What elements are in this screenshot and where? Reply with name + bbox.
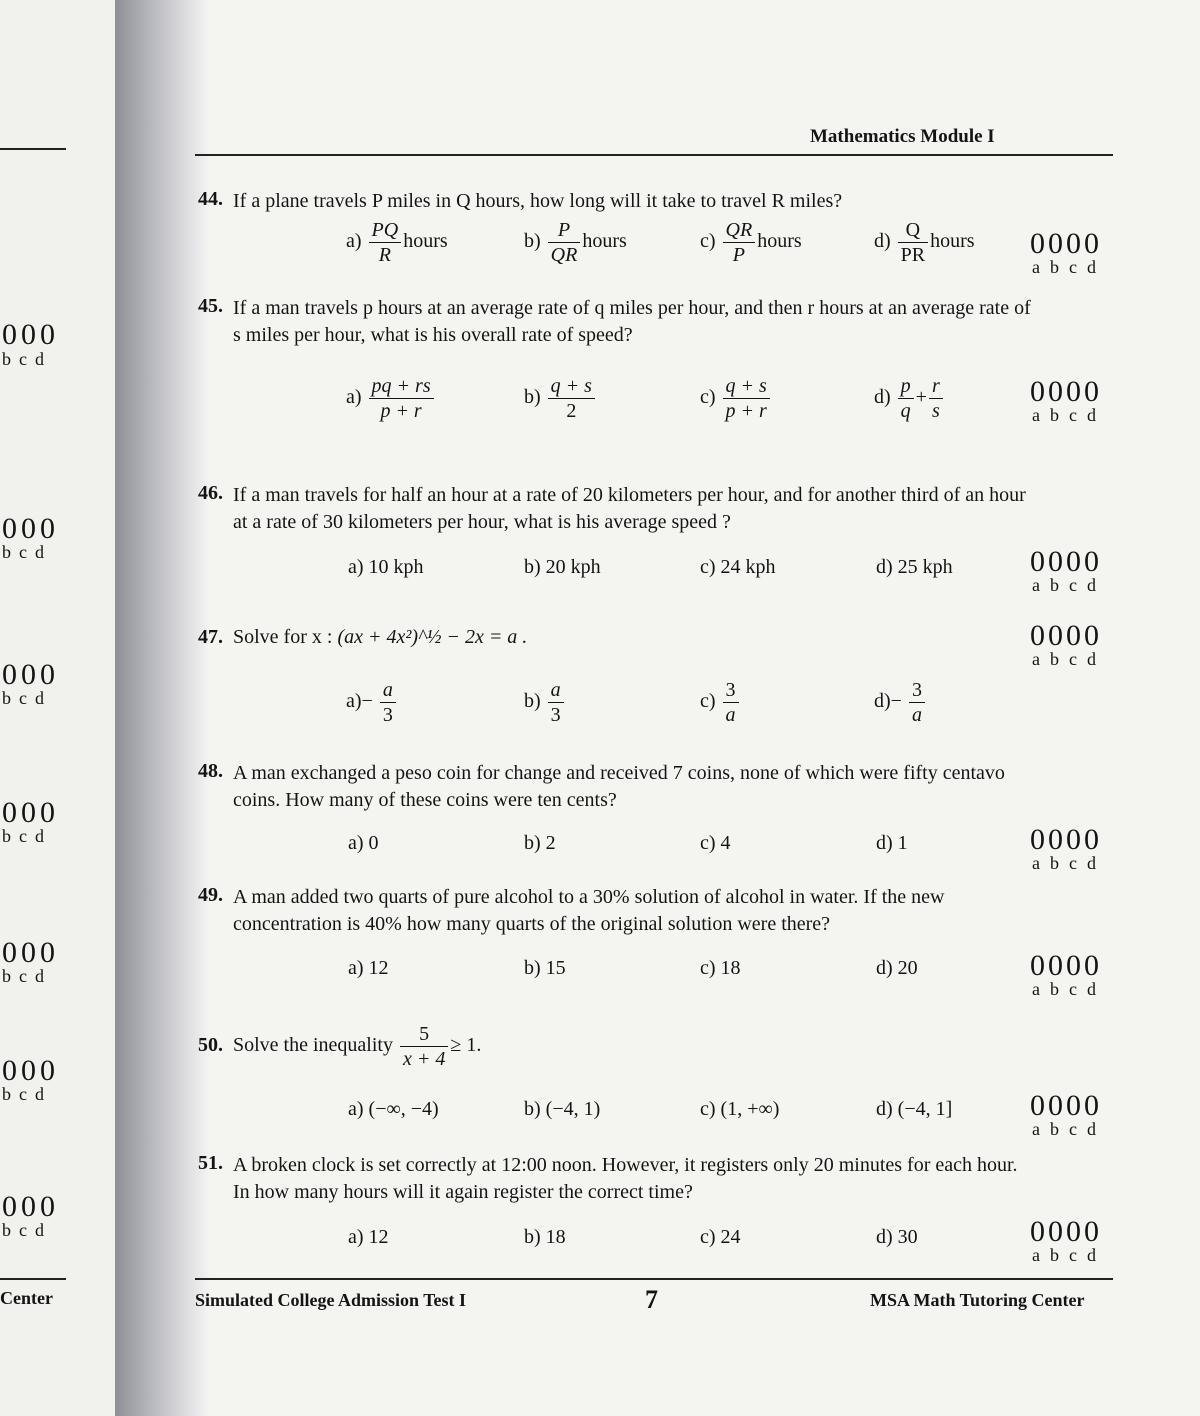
fraction: [380, 678, 396, 727]
option-b[interactable]: [524, 374, 597, 423]
answer-bubbles[interactable]: [1026, 823, 1106, 873]
option-b[interactable]: b) 15: [524, 957, 566, 979]
question-prefix: Solve for x :: [233, 626, 333, 648]
question-number: 50.: [198, 1034, 223, 1056]
numerator: QR: [723, 218, 756, 243]
numerator: q + s: [723, 374, 770, 399]
option-a[interactable]: a) (−∞, −4): [348, 1098, 439, 1120]
answer-bubbles[interactable]: [1026, 949, 1106, 999]
unit: hours: [403, 230, 448, 253]
option-b[interactable]: b) 18: [524, 1226, 566, 1248]
question-number: 44.: [198, 188, 223, 210]
inequality-rhs: ≥ 1.: [450, 1034, 482, 1057]
denominator: x + 4: [402, 1048, 446, 1070]
denominator: p + r: [380, 400, 422, 422]
bubble-letters: abcd: [1032, 575, 1106, 595]
option-a[interactable]: [346, 678, 398, 727]
left-bubble-row: 000: [2, 318, 59, 351]
left-page-fragment: [0, 0, 120, 1416]
module-title: Mathematics Module I: [810, 126, 995, 147]
option-d[interactable]: d) 20: [876, 957, 918, 979]
option-c[interactable]: c) 24: [700, 1226, 741, 1248]
fraction: [898, 374, 914, 423]
fraction: [723, 218, 756, 267]
left-bubble-row: 000: [2, 936, 59, 969]
left-bubble-row: 000: [2, 658, 59, 691]
option-d[interactable]: [874, 218, 975, 267]
book-gutter-shadow: [115, 0, 210, 1416]
left-bubble-row: 000: [2, 796, 59, 829]
footer-test-name: Simulated College Admission Test I: [195, 1290, 467, 1310]
bubble-letters: abcd: [1032, 405, 1106, 425]
option-d[interactable]: [874, 374, 945, 423]
option-b[interactable]: b) 20 kph: [524, 556, 601, 578]
option-a[interactable]: a) 10 kph: [348, 556, 424, 578]
option-label: d): [874, 386, 891, 409]
bubble-letters: abcd: [1032, 853, 1106, 873]
bubble-letters: abcd: [1032, 1245, 1106, 1265]
option-c[interactable]: c) 4: [700, 832, 731, 854]
numerator: p: [898, 374, 914, 399]
option-b[interactable]: b) 2: [524, 832, 556, 854]
numerator: r: [929, 374, 943, 399]
numerator: 3: [723, 678, 739, 703]
numerator: 5: [400, 1022, 448, 1047]
option-a[interactable]: [346, 218, 448, 267]
option-c[interactable]: c) 24 kph: [700, 556, 776, 578]
option-c[interactable]: [700, 678, 741, 727]
denominator: 3: [382, 704, 393, 726]
bubble-letters: abcd: [1032, 257, 1106, 277]
question-text: A man exchanged a peso coin for change and received 7 coins, none of which were fifty centavo coins. How many of these coins were ten cents?: [233, 762, 1005, 811]
fraction: [909, 678, 925, 727]
denominator: QR: [550, 244, 578, 266]
fraction: [369, 374, 434, 423]
denominator: p + r: [725, 400, 767, 422]
minus-sign: −: [890, 690, 902, 713]
fraction: [723, 678, 739, 727]
left-bubble-letters: bcd: [2, 966, 52, 986]
question-text: If a man travels p hours at an average rate of q miles per hour, and then r hours at an average rate of s miles per hour, what is his overall rate of speed?: [233, 297, 1031, 346]
left-bubble-letters: bcd: [2, 1220, 52, 1240]
option-label: a): [346, 690, 362, 713]
option-label: b): [524, 690, 541, 713]
denominator: 3: [550, 704, 561, 726]
left-bubble-row: 000: [2, 1190, 59, 1223]
footer-rule: [195, 1278, 1113, 1280]
question-text: [233, 626, 527, 649]
option-d[interactable]: d) (−4, 1]: [876, 1098, 953, 1120]
question-text: If a plane travels P miles in Q hours, how long will it take to travel R miles?: [233, 190, 843, 212]
numerator: P: [548, 218, 581, 243]
option-label: d): [874, 230, 891, 253]
numerator: 3: [909, 678, 925, 703]
option-d[interactable]: d) 30: [876, 1226, 918, 1248]
bubble-circles[interactable]: 0000: [1029, 375, 1102, 408]
option-label: c): [700, 690, 716, 713]
bubble-circles[interactable]: 0000: [1029, 1089, 1102, 1122]
question-number: 48.: [198, 760, 223, 782]
option-c[interactable]: c) 18: [700, 957, 741, 979]
bubble-circles[interactable]: 0000: [1029, 619, 1102, 652]
option-a[interactable]: a) 0: [348, 832, 379, 854]
fraction: [400, 1022, 448, 1071]
option-c[interactable]: [700, 218, 802, 267]
option-b[interactable]: [524, 678, 566, 727]
option-label: c): [700, 386, 716, 409]
unit: hours: [757, 230, 802, 253]
question-prefix: Solve the inequality: [233, 1034, 393, 1057]
option-a[interactable]: a) 12: [348, 1226, 389, 1248]
question-number: 47.: [198, 626, 223, 648]
option-a[interactable]: [346, 374, 436, 423]
denominator: 2: [566, 400, 577, 422]
equation: (ax + 4x²)^½ − 2x = a .: [337, 626, 528, 648]
unit: hours: [930, 230, 975, 253]
fraction: [898, 218, 928, 267]
denominator: s: [931, 400, 940, 422]
answer-bubbles[interactable]: [1026, 619, 1106, 669]
option-label: a): [346, 230, 362, 253]
bubble-circles[interactable]: 0000: [1029, 1215, 1102, 1248]
option-c[interactable]: c) (1, +∞): [700, 1098, 780, 1120]
left-footer-fragment: Center: [0, 1288, 53, 1308]
header-rule: [195, 154, 1113, 156]
answer-bubbles[interactable]: [1026, 375, 1106, 425]
question-number: 46.: [198, 482, 223, 504]
fraction: [548, 678, 564, 727]
question-number: 45.: [198, 295, 223, 317]
answer-bubbles[interactable]: [1026, 545, 1106, 595]
option-label: b): [524, 230, 541, 253]
option-label: c): [700, 230, 716, 253]
fraction: [369, 218, 402, 267]
fraction: [929, 374, 943, 423]
option-d[interactable]: [874, 678, 927, 727]
question-text: [233, 1022, 481, 1071]
numerator: pq + rs: [369, 374, 434, 399]
numerator: a: [548, 678, 564, 703]
minus-sign: −: [361, 690, 373, 713]
option-label: b): [524, 386, 541, 409]
answer-bubbles[interactable]: [1026, 1089, 1106, 1139]
numerator: PQ: [369, 218, 402, 243]
unit: hours: [582, 230, 627, 253]
bubble-letters: abcd: [1032, 1119, 1106, 1139]
denominator: a: [911, 704, 922, 726]
answer-bubbles[interactable]: [1026, 227, 1106, 277]
left-bubble-row: 000: [2, 1054, 59, 1087]
option-b[interactable]: [524, 218, 627, 267]
denominator: a: [725, 704, 736, 726]
denominator: R: [378, 244, 391, 266]
question-number: 49.: [198, 884, 223, 906]
fraction: [723, 374, 770, 423]
fraction: [548, 218, 581, 267]
option-d[interactable]: d) 1: [876, 832, 908, 854]
option-b[interactable]: b) (−4, 1): [524, 1098, 601, 1120]
bubble-letters: abcd: [1032, 979, 1106, 999]
denominator: q: [900, 400, 911, 422]
bubble-circles[interactable]: 0000: [1029, 823, 1102, 856]
fraction: [548, 374, 595, 423]
numerator: a: [380, 678, 396, 703]
question-text: If a man travels for half an hour at a rate of 20 kilometers per hour, and for another third of an hour at a rate of 30 kilometers per hour, what is his average speed ?: [233, 484, 1026, 533]
question-text: A broken clock is set correctly at 12:00 noon. However, it registers only 20 minutes for each hour. In how many hours will it again register the correct time?: [233, 1154, 1018, 1203]
plus-operator: +: [915, 386, 927, 409]
footer-center-name: MSA Math Tutoring Center: [870, 1290, 1085, 1310]
option-c[interactable]: [700, 374, 772, 423]
left-bubble-row: 000: [2, 512, 59, 545]
bubble-circles[interactable]: 0000: [1029, 545, 1102, 578]
option-label: d): [874, 690, 891, 713]
left-divider: [0, 1278, 66, 1280]
left-divider: [0, 148, 66, 150]
left-bubble-letters: bcd: [2, 826, 52, 846]
question-text: A man added two quarts of pure alcohol to a 30% solution of alcohol in water. If the new concentration is 40% how many quarts of the original solution were there?: [233, 886, 945, 935]
numerator: Q: [898, 218, 928, 243]
answer-bubbles[interactable]: [1026, 1215, 1106, 1265]
left-bubble-letters: bcd: [2, 688, 52, 708]
option-label: a): [346, 386, 362, 409]
option-a[interactable]: a) 12: [348, 957, 389, 979]
bubble-circles[interactable]: 0000: [1029, 949, 1102, 982]
left-bubble-letters: bcd: [2, 349, 52, 369]
left-bubble-letters: bcd: [2, 1084, 52, 1104]
page-number: 7: [645, 1285, 658, 1314]
denominator: PR: [900, 244, 926, 266]
numerator: q + s: [548, 374, 595, 399]
option-d[interactable]: d) 25 kph: [876, 556, 953, 578]
bubble-circles[interactable]: 0000: [1029, 227, 1102, 260]
question-number: 51.: [198, 1152, 223, 1174]
bubble-letters: abcd: [1032, 649, 1106, 669]
left-bubble-letters: bcd: [2, 542, 52, 562]
denominator: P: [732, 244, 745, 266]
